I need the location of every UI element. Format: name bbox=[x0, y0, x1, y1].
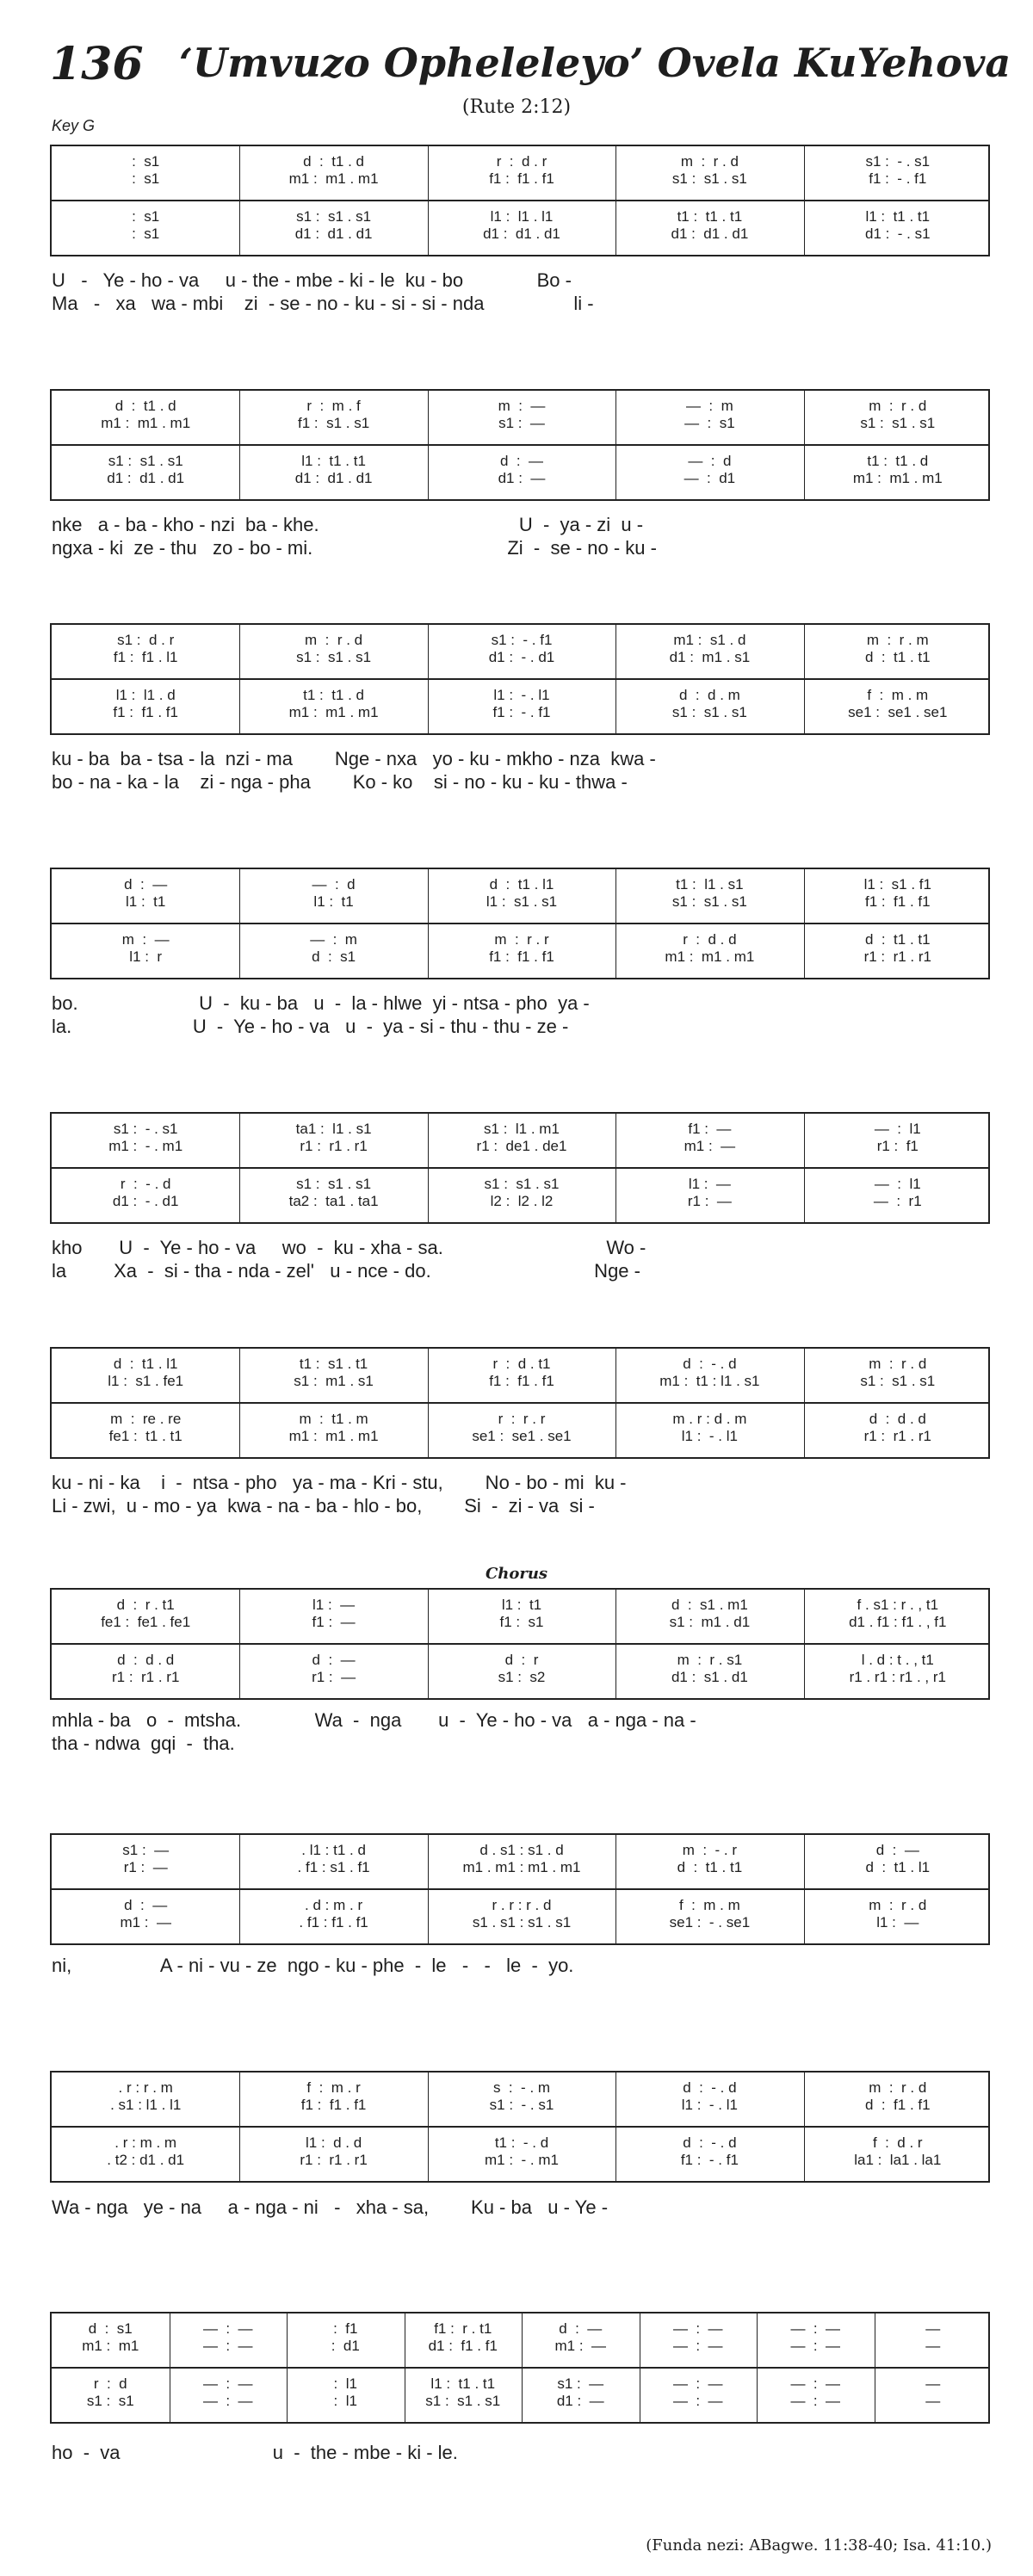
note-cell: r1 : de1 . de1 bbox=[476, 1138, 567, 1154]
stave-system bbox=[50, 389, 990, 501]
note-cell: s1 : — bbox=[557, 2375, 604, 2392]
lyrics-block bbox=[52, 747, 990, 794]
note-cell: m : r . d bbox=[305, 632, 363, 648]
note-cell: l1 : t1 bbox=[313, 893, 354, 910]
note-cell: m : r . r bbox=[494, 931, 549, 948]
note-cell: — : d bbox=[688, 453, 732, 469]
note-cell: s1 : m1 . d1 bbox=[669, 1614, 751, 1630]
note-cell: l1 : s1 . s1 bbox=[486, 893, 558, 910]
note-cell: t1 : t1 . d bbox=[867, 453, 929, 469]
note-cell: r1 : r1 . r1 bbox=[111, 1669, 180, 1685]
note-cell: d1 : - . d1 bbox=[488, 649, 555, 665]
footer-reference: (Funda nezi: ABagwe. 11:38-40; Isa. 41:10.) bbox=[646, 2536, 992, 2554]
note-cell: s1 : s1 . s1 bbox=[671, 893, 747, 910]
note-cell: r1 . r1 : r1 . , r1 bbox=[849, 1669, 946, 1685]
note-cell: . s1 : l1 . l1 bbox=[110, 2097, 182, 2113]
note-cell: m : r . d bbox=[680, 153, 739, 170]
note-cell: ta1 : l1 . s1 bbox=[295, 1121, 372, 1137]
lyric-line: ho - va u - the - mbe - ki - le. bbox=[52, 2442, 458, 2463]
note-cell: f : m . m bbox=[678, 1897, 740, 1913]
note-cell: m : t1 . m bbox=[299, 1411, 368, 1427]
note-cell: : s1 bbox=[132, 225, 160, 242]
note-cell: l1 : t1 . t1 bbox=[301, 453, 366, 469]
note-cell: m1 : — bbox=[554, 2338, 606, 2354]
note-cell: d1 : m1 . s1 bbox=[669, 649, 751, 665]
note-cell: — : — bbox=[202, 2320, 253, 2337]
note-cell: l1 : - . l1 bbox=[493, 687, 550, 703]
note-cell: d . s1 : s1 . d bbox=[479, 1842, 564, 1858]
note-cell: m : - . r bbox=[682, 1842, 738, 1858]
note-cell: d1 : s1 . d1 bbox=[671, 1669, 748, 1685]
note-cell: d1 : d1 . d1 bbox=[294, 225, 373, 242]
note-cell: s1 : s1 . s1 bbox=[108, 453, 183, 469]
stave-divider bbox=[52, 444, 988, 446]
lyric-line: ku - ba ba - tsa - la nzi - ma Nge - nxa yo - ku - mkho - nza kwa - bbox=[52, 748, 656, 769]
note-cell: m : re . re bbox=[110, 1411, 182, 1427]
note-cell: s1 : — bbox=[498, 415, 545, 431]
note-cell: d : t1 . l1 bbox=[489, 876, 554, 893]
note-cell: . f1 : s1 . f1 bbox=[297, 1859, 370, 1875]
stave-divider bbox=[52, 2126, 988, 2128]
lyrics-block bbox=[52, 1708, 990, 1755]
note-cell: l . d : t . , t1 bbox=[861, 1652, 934, 1668]
lyrics-block bbox=[52, 269, 990, 315]
note-cell: m1 : m1 . m1 bbox=[288, 170, 379, 187]
note-cell: s1 : s1 . s1 bbox=[671, 704, 747, 720]
lyric-line: ku - ni - ka i - ntsa - pho ya - ma - Kri - stu, No - bo - mi ku - bbox=[52, 1472, 627, 1493]
note-cell: r1 : r1 . r1 bbox=[300, 2152, 368, 2168]
note-cell: d : r . t1 bbox=[116, 1597, 175, 1613]
note-cell: . f1 : f1 . f1 bbox=[299, 1914, 368, 1930]
lyric-line: la. U - Ye - ho - va u - ya - si - thu - thu - ze - bbox=[52, 1016, 569, 1037]
note-cell: t1 : - . d bbox=[494, 2134, 549, 2151]
lyric-line: Ma - xa wa - mbi zi - se - no - ku - si - si - nda li - bbox=[52, 293, 594, 314]
note-cell: m1 : — bbox=[120, 1914, 171, 1930]
note-cell: r : d . r bbox=[496, 153, 547, 170]
note-cell: d1 : - . d1 bbox=[112, 1193, 179, 1209]
note-cell: d : - . d bbox=[683, 1356, 737, 1372]
note-cell: fe1 : fe1 . fe1 bbox=[101, 1614, 191, 1630]
note-cell: s1 : s1 . s1 bbox=[425, 2393, 501, 2409]
note-cell: — : m bbox=[310, 931, 357, 948]
note-cell: f . s1 : r . , t1 bbox=[857, 1597, 939, 1613]
note-cell: m1 : m1 . m1 bbox=[288, 1428, 379, 1444]
note-cell: l1 : - . l1 bbox=[681, 1428, 738, 1444]
note-cell: d1 : f1 . f1 bbox=[428, 2338, 498, 2354]
note-cell: l1 : r bbox=[129, 948, 163, 965]
note-cell: l1 : d . d bbox=[305, 2134, 362, 2151]
note-cell: s1 : — bbox=[122, 1842, 170, 1858]
note-cell: r1 : — bbox=[312, 1669, 356, 1685]
note-cell: d1 . f1 : f1 . , f1 bbox=[849, 1614, 947, 1630]
note-cell: l2 : l2 . l2 bbox=[490, 1193, 554, 1209]
note-cell: r : d . t1 bbox=[492, 1356, 551, 1372]
note-cell: l1 : — bbox=[312, 1597, 356, 1613]
lyrics-block bbox=[52, 2441, 990, 2464]
note-cell: d1 : d1 . d1 bbox=[483, 225, 560, 242]
note-cell: f1 : - . f1 bbox=[869, 170, 927, 187]
lyric-line: Li - zwi, u - mo - ya kwa - na - ba - hlo - bo, Si - zi - va si - bbox=[52, 1495, 595, 1517]
lyric-line: mhla - ba o - mtsha. Wa - nga u - Ye - ho - va a - nga - na - bbox=[52, 1709, 696, 1731]
note-cell: m1 : — bbox=[684, 1138, 736, 1154]
lyric-line: ngxa - ki ze - thu zo - bo - mi. Zi - se - no - ku - bbox=[52, 537, 657, 559]
note-cell: d1 : d1 . d1 bbox=[107, 470, 185, 486]
note-cell: f : m . m bbox=[867, 687, 929, 703]
note-cell: d : — bbox=[559, 2320, 603, 2337]
note-cell: l1 : — bbox=[688, 1176, 731, 1192]
note-cell: d1 : d1 . d1 bbox=[294, 470, 373, 486]
stave-system bbox=[50, 1112, 990, 1224]
note-cell: : s1 bbox=[132, 208, 160, 225]
note-cell: f1 : s1 bbox=[499, 1614, 544, 1630]
lyric-line: ni, A - ni - vu - ze ngo - ku - phe - le - - le - yo. bbox=[52, 1955, 574, 1976]
lyric-line: nke a - ba - kho - nzi ba - khe. U - ya - zi u - bbox=[52, 514, 644, 535]
note-cell: s1 : m1 . s1 bbox=[294, 1373, 374, 1389]
note-cell: r1 : r1 . r1 bbox=[300, 1138, 368, 1154]
note-cell: d1 : d1 . d1 bbox=[671, 225, 749, 242]
hymn-header bbox=[50, 38, 1011, 98]
note-cell: s1 : s1 . s1 bbox=[296, 1176, 372, 1192]
note-cell: d : t1 . d bbox=[114, 398, 176, 414]
note-cell: d : t1 . l1 bbox=[113, 1356, 178, 1372]
note-cell: f1 : f1 . f1 bbox=[489, 1373, 554, 1389]
note-cell: l1 : t1 . t1 bbox=[865, 208, 931, 225]
note-cell: s1 : l1 . m1 bbox=[484, 1121, 560, 1137]
note-cell: s1 : s1 . s1 bbox=[484, 1176, 560, 1192]
note-cell: — : — bbox=[202, 2393, 253, 2409]
stave-divider bbox=[52, 923, 988, 924]
stave-system bbox=[50, 1347, 990, 1459]
note-cell: — : — bbox=[790, 2375, 841, 2392]
note-cell: : l1 bbox=[333, 2393, 357, 2409]
note-cell: l1 : t1 bbox=[501, 1597, 542, 1613]
note-cell: l1 : l1 . d bbox=[115, 687, 176, 703]
note-cell: m1 : - . m1 bbox=[485, 2152, 559, 2168]
note-cell: d : — bbox=[124, 1897, 168, 1913]
hymn-number: 136 bbox=[50, 38, 144, 90]
note-cell: m1 : - . m1 bbox=[108, 1138, 183, 1154]
note-cell: m : — bbox=[498, 398, 546, 414]
note-cell: s1 : s1 bbox=[86, 2393, 134, 2409]
note-cell: m . r : d . m bbox=[672, 1411, 747, 1427]
note-cell: — : — bbox=[790, 2338, 841, 2354]
note-cell: r1 : r1 . r1 bbox=[863, 948, 931, 965]
note-cell: : l1 bbox=[333, 2375, 357, 2392]
note-cell: l1 : — bbox=[876, 1914, 919, 1930]
stave-system bbox=[50, 2071, 990, 2183]
note-cell: : s1 bbox=[132, 153, 160, 170]
chorus-label: Chorus bbox=[485, 1565, 548, 1583]
note-cell: — : — bbox=[202, 2375, 253, 2392]
note-cell: — : — bbox=[790, 2320, 841, 2337]
note-cell: m1 : t1 : l1 . s1 bbox=[659, 1373, 760, 1389]
hymn-title: ‘Umvuzo Opheleleyo’ Ovela KuYehova bbox=[179, 40, 1011, 86]
note-cell: m1 : m1 . m1 bbox=[101, 415, 191, 431]
note-cell: d : — bbox=[499, 453, 544, 469]
stave-system bbox=[50, 145, 990, 256]
note-cell: m : — bbox=[121, 931, 170, 948]
note-cell: m1 : s1 . d bbox=[673, 632, 746, 648]
note-cell: t1 : s1 . t1 bbox=[299, 1356, 368, 1372]
note-cell: f : m . r bbox=[306, 2079, 361, 2096]
note-cell: d : d . d bbox=[117, 1652, 175, 1668]
note-cell: r : m . f bbox=[306, 398, 361, 414]
note-cell: d1 : — bbox=[556, 2393, 604, 2409]
stave-system bbox=[50, 2312, 990, 2424]
note-cell: d : t1 . l1 bbox=[865, 1859, 931, 1875]
note-cell: ta2 : ta1 . ta1 bbox=[288, 1193, 379, 1209]
note-cell: s1 : s1 . s1 bbox=[860, 1373, 936, 1389]
note-cell: — : d1 bbox=[684, 470, 736, 486]
note-cell: t1 : l1 . s1 bbox=[676, 876, 744, 893]
note-cell: m : r . m bbox=[866, 632, 929, 648]
note-cell: d : — bbox=[312, 1652, 356, 1668]
note-cell: . t2 : d1 . d1 bbox=[107, 2152, 185, 2168]
stave-divider bbox=[52, 678, 988, 680]
note-cell: s1 : s1 . s1 bbox=[296, 649, 372, 665]
note-cell: fe1 : t1 . t1 bbox=[108, 1428, 182, 1444]
stave-divider bbox=[52, 200, 988, 201]
note-cell: l1 : t1 bbox=[126, 893, 166, 910]
lyric-line: kho U - Ye - ho - va wo - ku - xha - sa. Wo - bbox=[52, 1237, 646, 1258]
lyrics-block bbox=[52, 1471, 990, 1517]
note-cell: r1 : — bbox=[687, 1193, 732, 1209]
note-cell: m : r . d bbox=[869, 1897, 927, 1913]
key-signature: Key G bbox=[52, 117, 96, 134]
lyric-line: la Xa - si - tha - nda - zel' u - nce - do. Nge - bbox=[52, 1260, 640, 1282]
note-cell: f1 : s1 . s1 bbox=[298, 415, 370, 431]
note-cell: — : — bbox=[672, 2320, 723, 2337]
note-cell: : s1 bbox=[132, 170, 160, 187]
note-cell: d : s1 bbox=[312, 948, 356, 965]
note-cell: — : — bbox=[790, 2393, 841, 2409]
note-cell: r : - . d bbox=[120, 1176, 171, 1192]
note-cell: f1 : r . t1 bbox=[434, 2320, 492, 2337]
note-cell: f1 : — bbox=[688, 1121, 732, 1137]
note-cell: f1 : - . f1 bbox=[680, 2152, 739, 2168]
stave-divider bbox=[52, 1167, 988, 1169]
note-cell: — : — bbox=[202, 2338, 253, 2354]
note-cell: d : r bbox=[504, 1652, 539, 1668]
note-cell: — : m bbox=[685, 398, 733, 414]
note-cell: . l1 : t1 . d bbox=[301, 1842, 366, 1858]
note-cell: d : t1 . t1 bbox=[677, 1859, 743, 1875]
note-cell: m : r . d bbox=[869, 1356, 927, 1372]
note-cell: d1 : - . s1 bbox=[864, 225, 931, 242]
note-cell: s1 : - . s1 bbox=[865, 153, 931, 170]
note-cell: . r : m . m bbox=[114, 2134, 177, 2151]
note-cell: d : - . d bbox=[683, 2134, 737, 2151]
note-cell: se1 : - . se1 bbox=[669, 1914, 751, 1930]
note-cell: d : — bbox=[124, 876, 168, 893]
note-cell: l1 : t1 . t1 bbox=[430, 2375, 496, 2392]
note-cell: s1 : - . s1 bbox=[113, 1121, 178, 1137]
note-cell: — bbox=[925, 2375, 941, 2392]
note-cell: . d : m . r bbox=[305, 1897, 363, 1913]
note-cell: m1 : m1 bbox=[82, 2338, 139, 2354]
note-cell: d : f1 . f1 bbox=[864, 2097, 931, 2113]
lyric-line: Wa - nga ye - na a - nga - ni - xha - sa, Ku - ba u - Ye - bbox=[52, 2196, 609, 2218]
note-cell: f1 : f1 . f1 bbox=[113, 704, 178, 720]
stave-divider bbox=[52, 1643, 988, 1645]
note-cell: s1 : s1 . s1 bbox=[860, 415, 936, 431]
note-cell: l1 : s1 . f1 bbox=[863, 876, 931, 893]
note-cell: — : l1 bbox=[874, 1121, 921, 1137]
note-cell: s : - . m bbox=[492, 2079, 551, 2096]
stave-system bbox=[50, 868, 990, 979]
note-cell: . r : r . m bbox=[118, 2079, 173, 2096]
note-cell: — : — bbox=[672, 2338, 723, 2354]
note-cell: t1 : t1 . t1 bbox=[677, 208, 743, 225]
note-cell: f1 : - . f1 bbox=[492, 704, 551, 720]
note-cell: s1 : - . f1 bbox=[491, 632, 553, 648]
stave-system bbox=[50, 1588, 990, 1700]
note-cell: f1 : f1 . f1 bbox=[489, 948, 554, 965]
lyric-line: U - Ye - ho - va u - the - mbe - ki - le ku - bo Bo - bbox=[52, 269, 572, 291]
note-cell: d : s1 bbox=[88, 2320, 133, 2337]
note-cell: m1 . m1 : m1 . m1 bbox=[462, 1859, 581, 1875]
note-cell: f : d . r bbox=[872, 2134, 923, 2151]
note-cell: se1 : se1 . se1 bbox=[472, 1428, 572, 1444]
note-cell: — : d bbox=[312, 876, 356, 893]
lyrics-block bbox=[52, 2196, 990, 2219]
note-cell: t1 : t1 . d bbox=[303, 687, 365, 703]
note-cell: l1 : l1 . l1 bbox=[490, 208, 554, 225]
note-cell: f1 : — bbox=[312, 1614, 356, 1630]
note-cell: m : r . s1 bbox=[677, 1652, 743, 1668]
note-cell: d : t1 . t1 bbox=[864, 931, 931, 948]
note-cell: r . r : r . d bbox=[492, 1897, 552, 1913]
note-cell: d : t1 . t1 bbox=[864, 649, 931, 665]
note-cell: s1 : s1 . s1 bbox=[671, 170, 747, 187]
lyrics-block bbox=[52, 1954, 990, 1977]
note-cell: d : d . m bbox=[678, 687, 740, 703]
note-cell: l1 : s1 . fe1 bbox=[108, 1373, 184, 1389]
note-cell: f1 : f1 . f1 bbox=[489, 170, 554, 187]
note-cell: r1 : — bbox=[123, 1859, 168, 1875]
note-cell: s1 : d . r bbox=[117, 632, 175, 648]
note-cell: — bbox=[925, 2320, 941, 2337]
note-cell: d : s1 . m1 bbox=[671, 1597, 748, 1613]
note-cell: r : d bbox=[93, 2375, 127, 2392]
scripture-reference: (Rute 2:12) bbox=[461, 96, 572, 118]
note-cell: — : — bbox=[672, 2375, 723, 2392]
note-cell: — : l1 bbox=[874, 1176, 921, 1192]
lyrics-block bbox=[52, 991, 990, 1038]
lyric-line: bo - na - ka - la zi - nga - pha Ko - ko si - no - ku - ku - thwa - bbox=[52, 771, 628, 793]
note-cell: la1 : la1 . la1 bbox=[854, 2152, 942, 2168]
note-cell: s1 : s2 bbox=[498, 1669, 546, 1685]
note-cell: : d1 bbox=[331, 2338, 360, 2354]
lyrics-block bbox=[52, 513, 990, 559]
note-cell: d1 : — bbox=[498, 470, 546, 486]
note-cell: f1 : f1 . f1 bbox=[300, 2097, 367, 2113]
note-cell: d : d . d bbox=[869, 1411, 926, 1427]
note-cell: r1 : f1 bbox=[876, 1138, 919, 1154]
stave-divider bbox=[52, 1888, 988, 1890]
lyric-line: tha - ndwa gqi - tha. bbox=[52, 1733, 235, 1754]
note-cell: f1 : f1 . f1 bbox=[864, 893, 931, 910]
note-cell: m1 : m1 . m1 bbox=[852, 470, 943, 486]
stave-divider bbox=[52, 1402, 988, 1404]
lyric-line: bo. U - ku - ba u - la - hlwe yi - ntsa - pho ya - bbox=[52, 992, 590, 1014]
note-cell: r : d . d bbox=[683, 931, 737, 948]
note-cell: d : — bbox=[875, 1842, 919, 1858]
stave-system bbox=[50, 623, 990, 735]
lyrics-block bbox=[52, 1236, 990, 1282]
stave-divider bbox=[52, 2367, 988, 2369]
note-cell: — bbox=[925, 2338, 941, 2354]
note-cell: m : r . d bbox=[869, 2079, 927, 2096]
note-cell: l1 : - . l1 bbox=[681, 2097, 738, 2113]
note-cell: s1 : s1 . s1 bbox=[296, 208, 372, 225]
note-cell: se1 : se1 . se1 bbox=[848, 704, 948, 720]
note-cell: — : r1 bbox=[873, 1193, 922, 1209]
note-cell: r1 : r1 . r1 bbox=[863, 1428, 931, 1444]
note-cell: s1 . s1 : s1 . s1 bbox=[472, 1914, 572, 1930]
note-cell: m : r . d bbox=[869, 398, 927, 414]
note-cell: m1 : m1 . m1 bbox=[665, 948, 755, 965]
note-cell: — : — bbox=[672, 2393, 723, 2409]
note-cell: d : - . d bbox=[683, 2079, 737, 2096]
note-cell: r : r . r bbox=[498, 1411, 546, 1427]
note-cell: d : t1 . d bbox=[303, 153, 365, 170]
stave-system bbox=[50, 1833, 990, 1945]
note-cell: — bbox=[925, 2393, 941, 2409]
note-cell: — : s1 bbox=[684, 415, 735, 431]
note-cell: m1 : m1 . m1 bbox=[288, 704, 379, 720]
note-cell: s1 : - . s1 bbox=[489, 2097, 554, 2113]
note-cell: : f1 bbox=[333, 2320, 358, 2337]
note-cell: f1 : f1 . l1 bbox=[113, 649, 178, 665]
